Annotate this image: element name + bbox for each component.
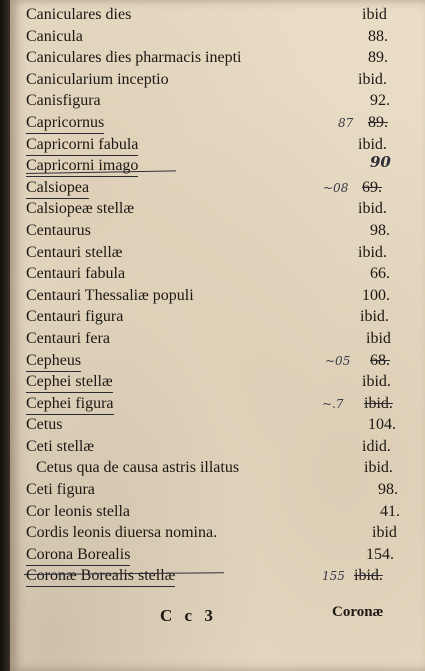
entry-term: Caniculares dies pharmacis inepti [26, 49, 242, 67]
index-entry [10, 457, 425, 479]
entry-term: Canisfigura [26, 92, 101, 110]
index-entry [10, 47, 425, 69]
entry-term: Ceti stellæ [26, 437, 94, 455]
index-entry [10, 306, 425, 328]
entry-page-struck: ibid. [364, 394, 393, 412]
entry-page: ibid. [360, 308, 389, 326]
entry-term: Capricornus [26, 112, 104, 134]
index-entry [10, 242, 425, 264]
entry-page: 88. [368, 27, 388, 45]
index-entry [10, 350, 425, 372]
entry-term: Cepheus [26, 350, 81, 372]
index-entry [10, 522, 425, 544]
index-entry-list [10, 4, 425, 587]
entry-page-struck: 68. [370, 351, 390, 369]
entry-term: Centauri Thessaliæ populi [26, 286, 194, 304]
entry-page: ibid [362, 6, 387, 23]
entry-page: 92. [370, 92, 390, 110]
entry-page: 98. [378, 481, 398, 499]
index-entry [10, 26, 425, 48]
entry-term: Centauri fabula [26, 265, 126, 283]
index-entry [10, 112, 425, 134]
index-entry [10, 414, 425, 436]
entry-term: Canicularium inceptio [26, 70, 169, 88]
entry-page: ibid. [358, 243, 387, 261]
signature-mark: C c 3 [160, 606, 217, 625]
index-entry [10, 436, 425, 458]
entry-term: Cetus qua de causa astris illatus [36, 459, 240, 477]
entry-page: ibid. [362, 373, 391, 391]
entry-page: idid. [362, 437, 391, 455]
handwritten-page-correction: 90 [370, 153, 391, 172]
entry-term: Calsiopea [26, 177, 89, 199]
index-page [10, 0, 425, 671]
entry-term: Capricorni fabula [26, 134, 138, 156]
entry-page: 98. [370, 221, 390, 239]
entry-page-struck: ibid. [354, 567, 383, 585]
entry-page: ibid. [358, 200, 387, 218]
index-entry [10, 501, 425, 523]
index-entry [10, 90, 425, 112]
entry-term: Centauri stellæ [26, 243, 123, 261]
index-entry [10, 565, 425, 587]
entry-term: Centauri fera [26, 329, 110, 347]
entry-term: Caniculares dies [26, 6, 132, 23]
entry-page-struck: 89. [368, 113, 388, 131]
book-spine-shadow [0, 0, 10, 671]
index-entry [10, 198, 425, 220]
entry-term: Cor leonis stella [26, 502, 130, 520]
index-entry [10, 328, 425, 350]
entry-page: ibid. [358, 135, 387, 153]
entry-page: 154. [366, 545, 394, 563]
index-entry [10, 220, 425, 242]
entry-term: Corona Borealis [26, 544, 130, 566]
entry-term: Centauri figura [26, 308, 124, 326]
entry-term: Coronæ Borealis stellæ [26, 565, 175, 587]
entry-page: ibid. [358, 70, 387, 88]
index-entry [10, 177, 425, 199]
entry-term: Canicula [26, 27, 83, 45]
handwritten-page-note: ~05 [325, 353, 351, 368]
entry-term: Centaurus [26, 221, 91, 239]
entry-term: Capricorni imago [26, 155, 138, 177]
entry-term: Ceti figura [26, 481, 95, 499]
index-entry [10, 263, 425, 285]
index-entry [10, 134, 425, 156]
index-entry [10, 479, 425, 501]
handwritten-page-note: ~08 [323, 180, 349, 195]
entry-page: 104. [368, 416, 396, 434]
index-entry [10, 4, 425, 26]
handwritten-page-note: 87 [338, 115, 354, 130]
entry-term: Cephei figura [26, 393, 114, 415]
handwritten-page-note: 155 [322, 569, 345, 584]
entry-term: Cephei stellæ [26, 371, 113, 393]
index-entry [10, 393, 425, 415]
entry-term: Cetus [26, 416, 63, 434]
entry-page: ibid [366, 329, 391, 347]
entry-term: Cordis leonis diuersa nomina. [26, 524, 218, 542]
entry-term: Calsiopeæ stellæ [26, 200, 134, 218]
entry-page: 41. [380, 502, 400, 520]
catchword: Coronæ [332, 604, 384, 620]
entry-page: 89. [368, 49, 388, 67]
entry-page: ibid [372, 524, 397, 542]
entry-page-struck: 69. [362, 178, 382, 196]
index-entry [10, 371, 425, 393]
entry-page: 100. [362, 286, 390, 304]
index-entry [10, 155, 425, 177]
index-entry [10, 69, 425, 91]
handwritten-page-note: ~.7 [322, 396, 344, 411]
index-entry [10, 285, 425, 307]
entry-page: 66. [370, 265, 390, 283]
entry-page: ibid. [364, 459, 393, 477]
index-entry [10, 544, 425, 566]
